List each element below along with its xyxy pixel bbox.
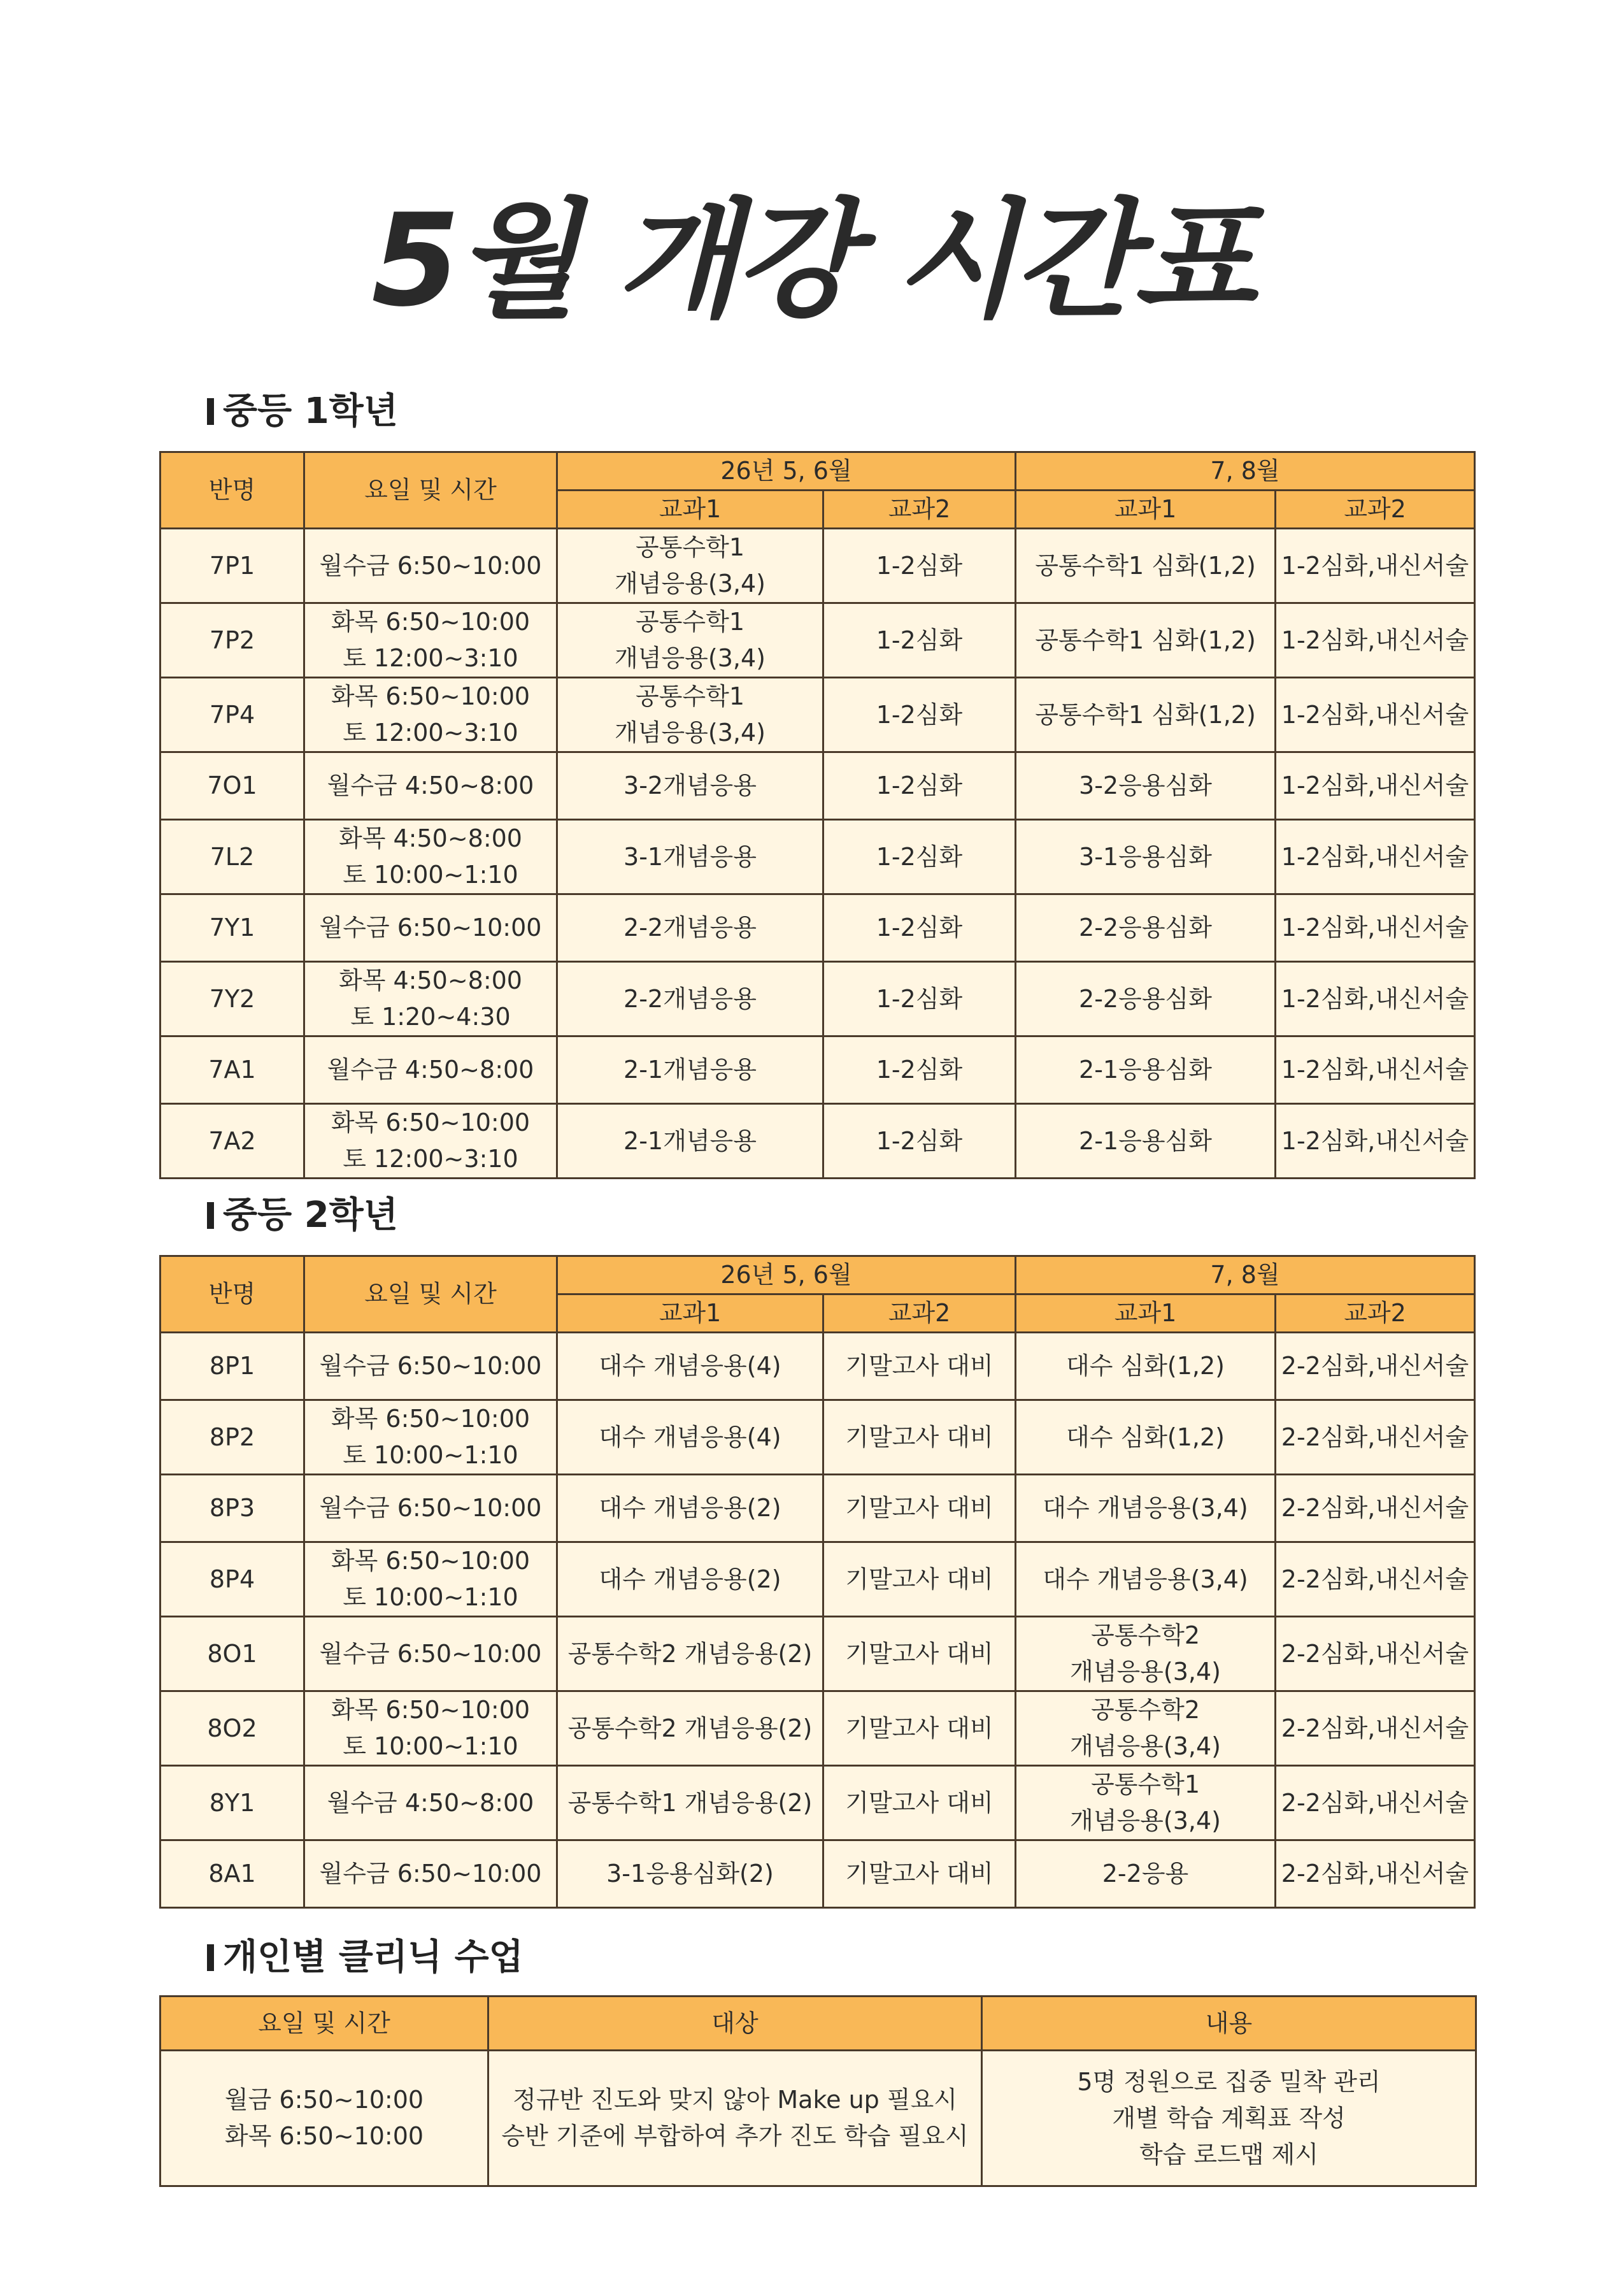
cell-text: 대수 심화(1,2) xyxy=(1066,1423,1225,1451)
clinic-time-cell xyxy=(160,2051,488,2186)
clinic-content-line: 학습 로드맵 제시 xyxy=(1139,2140,1319,2169)
cell-text: 기말고사 대비 xyxy=(845,1352,994,1380)
cell-text: 7O1 xyxy=(207,771,257,799)
cell-text: 7Y2 xyxy=(209,984,255,1013)
clinic-content-line: 5명 정원으로 집중 밀착 관리 xyxy=(1077,2067,1381,2096)
header-subject2: 교과2 xyxy=(823,1294,1016,1333)
cell-text: 2-1개념응용 xyxy=(623,1126,757,1155)
class-name-cell xyxy=(160,678,304,752)
time-cell xyxy=(304,1617,557,1691)
page-title: 5월 개강 시간표 xyxy=(371,187,1253,335)
clinic-time-line: 월금 6:50~10:00 xyxy=(224,2086,424,2114)
section-heading-grade1 xyxy=(207,391,398,432)
subject1-cell xyxy=(557,1333,823,1400)
bullet-bar-icon xyxy=(207,398,214,425)
subject3-cell xyxy=(1016,894,1276,962)
subject1-cell xyxy=(557,752,823,820)
cell-text: 8O2 xyxy=(207,1714,257,1742)
cell-text: 2-2심화,내신서술 xyxy=(1281,1860,1469,1888)
header-period1: 26년 5, 6월 xyxy=(557,452,1016,491)
subject2-cell xyxy=(823,1691,1016,1766)
cell-text: 1-2심화 xyxy=(876,842,963,871)
time-cell xyxy=(304,1840,557,1908)
table-row xyxy=(160,752,1475,820)
clinic-time-line: 화목 6:50~10:00 xyxy=(224,2122,424,2150)
cell-text: 1-2심화 xyxy=(876,1056,963,1084)
subject3-cell xyxy=(1016,529,1276,603)
cell-text: 3-1응용심화(2) xyxy=(606,1860,774,1888)
subject4-cell xyxy=(1276,1691,1475,1766)
subject4-cell xyxy=(1276,1840,1475,1908)
subject2-cell xyxy=(823,1400,1016,1475)
cell-text: 7L2 xyxy=(210,842,255,871)
cell-text: 화목 6:50~10:00 xyxy=(331,1696,531,1724)
table-row xyxy=(160,1542,1475,1617)
cell-text: 1-2심화,내신서술 xyxy=(1281,626,1469,654)
cell-text: 1-2심화 xyxy=(876,771,963,799)
cell-text: 화목 6:50~10:00 xyxy=(331,608,531,636)
time-cell xyxy=(304,1766,557,1840)
cell-text: 7P4 xyxy=(209,700,255,729)
subject2-cell xyxy=(823,603,1016,678)
table-row xyxy=(160,1400,1475,1475)
cell-text: 8P2 xyxy=(209,1423,255,1451)
schedule-table-grade2 xyxy=(159,1255,1476,1909)
cell-text: 월수금 4:50~8:00 xyxy=(327,771,534,799)
cell-text: 월수금 6:50~10:00 xyxy=(319,1639,542,1668)
time-cell xyxy=(304,603,557,678)
header-subject4: 교과2 xyxy=(1276,491,1475,529)
cell-text: 토 10:00~1:10 xyxy=(343,1732,518,1760)
cell-text: 2-2심화,내신서술 xyxy=(1281,1639,1469,1668)
cell-text: 3-1개념응용 xyxy=(623,842,757,871)
subject2-cell xyxy=(823,1475,1016,1542)
cell-text: 화목 6:50~10:00 xyxy=(331,682,531,710)
subject2-cell xyxy=(823,1542,1016,1617)
cell-text: 8Y1 xyxy=(209,1788,255,1817)
cell-text: 기말고사 대비 xyxy=(845,1423,994,1451)
cell-text: 2-2심화,내신서술 xyxy=(1281,1565,1469,1593)
section-heading-grade2 xyxy=(207,1194,398,1236)
cell-text: 대수 개념응용(2) xyxy=(599,1565,781,1593)
cell-text: 대수 심화(1,2) xyxy=(1066,1352,1225,1380)
time-cell xyxy=(304,1400,557,1475)
subject2-cell xyxy=(823,752,1016,820)
subject4-cell xyxy=(1276,820,1475,894)
header-subject3: 교과1 xyxy=(1016,1294,1276,1333)
class-name-cell xyxy=(160,752,304,820)
class-name-cell xyxy=(160,1691,304,1766)
cell-text: 공통수학1 xyxy=(635,533,744,561)
subject1-cell xyxy=(557,1104,823,1179)
cell-text: 개념응용(3,4) xyxy=(615,719,766,747)
subject1-cell xyxy=(557,529,823,603)
cell-text: 토 12:00~3:10 xyxy=(343,644,518,672)
time-cell xyxy=(304,894,557,962)
cell-text: 3-2응용심화 xyxy=(1079,771,1212,799)
subject1-cell xyxy=(557,1400,823,1475)
cell-text: 화목 6:50~10:00 xyxy=(331,1108,531,1136)
cell-text: 2-2응용심화 xyxy=(1079,984,1212,1013)
subject2-cell xyxy=(823,1840,1016,1908)
cell-text: 2-2심화,내신서술 xyxy=(1281,1494,1469,1522)
cell-text: 공통수학2 xyxy=(1090,1621,1200,1649)
time-cell xyxy=(304,1333,557,1400)
cell-text: 대수 개념응용(2) xyxy=(599,1494,781,1522)
subject3-cell xyxy=(1016,962,1276,1036)
subject3-cell xyxy=(1016,1400,1276,1475)
subject3-cell xyxy=(1016,752,1276,820)
cell-text: 공통수학1 심화(1,2) xyxy=(1035,551,1256,580)
clinic-content-cell xyxy=(982,2051,1476,2186)
subject3-cell xyxy=(1016,603,1276,678)
cell-text: 8O1 xyxy=(207,1639,257,1668)
table-row xyxy=(160,1691,1475,1766)
header-target: 대상 xyxy=(488,1997,982,2051)
cell-text: 기말고사 대비 xyxy=(845,1788,994,1817)
class-name-cell xyxy=(160,1766,304,1840)
cell-text: 7A2 xyxy=(208,1126,256,1155)
cell-text: 7A1 xyxy=(208,1056,256,1084)
subject1-cell xyxy=(557,1840,823,1908)
cell-text: 기말고사 대비 xyxy=(845,1714,994,1742)
table-row xyxy=(160,603,1475,678)
time-cell xyxy=(304,1036,557,1104)
cell-text: 2-2응용심화 xyxy=(1079,914,1212,942)
cell-text: 1-2심화,내신서술 xyxy=(1281,551,1469,580)
cell-text: 기말고사 대비 xyxy=(845,1860,994,1888)
class-name-cell xyxy=(160,1104,304,1179)
table-row xyxy=(160,1617,1475,1691)
cell-text: 1-2심화 xyxy=(876,700,963,729)
cell-text: 1-2심화,내신서술 xyxy=(1281,700,1469,729)
subject2-cell xyxy=(823,1036,1016,1104)
cell-text: 1-2심화,내신서술 xyxy=(1281,914,1469,942)
cell-text: 기말고사 대비 xyxy=(845,1565,994,1593)
clinic-content-line: 개별 학습 계획표 작성 xyxy=(1112,2104,1346,2132)
cell-text: 2-2심화,내신서술 xyxy=(1281,1423,1469,1451)
cell-text: 토 12:00~3:10 xyxy=(343,1145,518,1173)
table-row xyxy=(160,1475,1475,1542)
cell-text: 2-2응용 xyxy=(1102,1860,1189,1888)
bullet-bar-icon xyxy=(207,1944,214,1971)
cell-text: 공통수학1 심화(1,2) xyxy=(1035,700,1256,729)
cell-text: 1-2심화,내신서술 xyxy=(1281,771,1469,799)
clinic-table xyxy=(159,1995,1477,2187)
cell-text: 대수 개념응용(4) xyxy=(599,1352,781,1380)
table-row xyxy=(160,1104,1475,1179)
cell-text: 토 1:20~4:30 xyxy=(350,1003,511,1031)
time-cell xyxy=(304,1104,557,1179)
cell-text: 공통수학1 xyxy=(635,682,744,710)
cell-text: 2-1개념응용 xyxy=(623,1056,757,1084)
header-class: 반명 xyxy=(160,1256,304,1333)
subject1-cell xyxy=(557,1766,823,1840)
cell-text: 2-1응용심화 xyxy=(1079,1056,1212,1084)
cell-text: 공통수학2 개념응용(2) xyxy=(567,1639,813,1668)
subject2-cell xyxy=(823,820,1016,894)
class-name-cell xyxy=(160,529,304,603)
header-class: 반명 xyxy=(160,452,304,529)
clinic-target-cell xyxy=(488,2051,982,2186)
subject3-cell xyxy=(1016,820,1276,894)
class-name-cell xyxy=(160,1400,304,1475)
subject3-cell xyxy=(1016,1766,1276,1840)
subject2-cell xyxy=(823,894,1016,962)
subject4-cell xyxy=(1276,1104,1475,1179)
cell-text: 1-2심화 xyxy=(876,914,963,942)
cell-text: 대수 개념응용(3,4) xyxy=(1043,1494,1248,1522)
time-cell xyxy=(304,752,557,820)
cell-text: 2-2심화,내신서술 xyxy=(1281,1352,1469,1380)
subject3-cell xyxy=(1016,1333,1276,1400)
cell-text: 공통수학1 심화(1,2) xyxy=(1035,626,1256,654)
header-period1: 26년 5, 6월 xyxy=(557,1256,1016,1294)
time-cell xyxy=(304,820,557,894)
header-subject2: 교과2 xyxy=(823,491,1016,529)
subject2-cell xyxy=(823,1617,1016,1691)
subject1-cell xyxy=(557,1036,823,1104)
subject4-cell xyxy=(1276,1766,1475,1840)
cell-text: 공통수학1 xyxy=(635,608,744,636)
cell-text: 개념응용(3,4) xyxy=(1070,1732,1221,1760)
table-row xyxy=(160,820,1475,894)
subject4-cell xyxy=(1276,1036,1475,1104)
cell-text: 공통수학1 xyxy=(1090,1770,1200,1798)
bullet-bar-icon xyxy=(207,1202,214,1229)
section-heading-clinic xyxy=(207,1937,524,1978)
cell-text: 2-2개념응용 xyxy=(623,984,757,1013)
cell-text: 화목 6:50~10:00 xyxy=(331,1547,531,1575)
class-name-cell xyxy=(160,894,304,962)
table-row xyxy=(160,678,1475,752)
cell-text: 개념응용(3,4) xyxy=(615,570,766,598)
class-name-cell xyxy=(160,1840,304,1908)
header-time: 요일 및 시간 xyxy=(304,452,557,529)
header-time: 요일 및 시간 xyxy=(304,1256,557,1333)
subject2-cell xyxy=(823,1104,1016,1179)
schedule-table-grade1 xyxy=(159,451,1476,1179)
time-cell xyxy=(304,1691,557,1766)
cell-text: 1-2심화,내신서술 xyxy=(1281,1056,1469,1084)
subject3-cell xyxy=(1016,1617,1276,1691)
class-name-cell xyxy=(160,1475,304,1542)
cell-text: 월수금 6:50~10:00 xyxy=(319,1494,542,1522)
cell-text: 8P4 xyxy=(209,1565,255,1593)
cell-text: 월수금 6:50~10:00 xyxy=(319,1352,542,1380)
cell-text: 월수금 6:50~10:00 xyxy=(319,551,542,580)
subject3-cell xyxy=(1016,1475,1276,1542)
header-period2: 7, 8월 xyxy=(1016,452,1475,491)
cell-text: 월수금 4:50~8:00 xyxy=(327,1788,534,1817)
header-subject4: 교과2 xyxy=(1276,1294,1475,1333)
cell-text: 2-2심화,내신서술 xyxy=(1281,1714,1469,1742)
table-row xyxy=(160,529,1475,603)
cell-text: 공통수학1 개념응용(2) xyxy=(567,1788,813,1817)
cell-text: 토 10:00~1:10 xyxy=(343,861,518,889)
subject3-cell xyxy=(1016,1104,1276,1179)
subject4-cell xyxy=(1276,1542,1475,1617)
subject2-cell xyxy=(823,529,1016,603)
cell-text: 화목 4:50~8:00 xyxy=(338,824,522,852)
cell-text: 1-2심화,내신서술 xyxy=(1281,984,1469,1013)
time-cell xyxy=(304,1542,557,1617)
class-name-cell xyxy=(160,1542,304,1617)
cell-text: 1-2심화,내신서술 xyxy=(1281,1126,1469,1155)
header-subject1: 교과1 xyxy=(557,1294,823,1333)
cell-text: 공통수학2 xyxy=(1090,1696,1200,1724)
cell-text: 월수금 6:50~10:00 xyxy=(319,914,542,942)
cell-text: 1-2심화 xyxy=(876,1126,963,1155)
cell-text: 공통수학2 개념응용(2) xyxy=(567,1714,813,1742)
cell-text: 개념응용(3,4) xyxy=(615,644,766,672)
table-row xyxy=(160,1840,1475,1908)
header-subject1: 교과1 xyxy=(557,491,823,529)
subject4-cell xyxy=(1276,1475,1475,1542)
subject2-cell xyxy=(823,1333,1016,1400)
cell-text: 개념응용(3,4) xyxy=(1070,1658,1221,1686)
cell-text: 대수 개념응용(3,4) xyxy=(1043,1565,1248,1593)
subject2-cell xyxy=(823,1766,1016,1840)
cell-text: 1-2심화,내신서술 xyxy=(1281,842,1469,871)
cell-text: 3-1응용심화 xyxy=(1079,842,1212,871)
class-name-cell xyxy=(160,1333,304,1400)
header-period2: 7, 8월 xyxy=(1016,1256,1475,1294)
subject1-cell xyxy=(557,603,823,678)
cell-text: 화목 4:50~8:00 xyxy=(338,966,522,994)
subject3-cell xyxy=(1016,1840,1276,1908)
cell-text: 기말고사 대비 xyxy=(845,1494,994,1522)
subject4-cell xyxy=(1276,1400,1475,1475)
cell-text: 7P1 xyxy=(209,551,255,580)
table-row xyxy=(160,1333,1475,1400)
cell-text: 7P2 xyxy=(209,626,255,654)
subject3-cell xyxy=(1016,678,1276,752)
section-title: 중등 1학년 xyxy=(223,391,398,432)
subject1-cell xyxy=(557,894,823,962)
subject1-cell xyxy=(557,678,823,752)
cell-text: 화목 6:50~10:00 xyxy=(331,1405,531,1433)
subject4-cell xyxy=(1276,752,1475,820)
cell-text: 2-2개념응용 xyxy=(623,914,757,942)
table-row xyxy=(160,1036,1475,1104)
cell-text: 8P1 xyxy=(209,1352,255,1380)
cell-text: 대수 개념응용(4) xyxy=(599,1423,781,1451)
subject1-cell xyxy=(557,1617,823,1691)
subject1-cell xyxy=(557,962,823,1036)
subject3-cell xyxy=(1016,1691,1276,1766)
clinic-target-line: 승반 기준에 부합하여 추가 진도 학습 필요시 xyxy=(501,2122,969,2150)
subject1-cell xyxy=(557,1691,823,1766)
subject3-cell xyxy=(1016,1542,1276,1617)
subject3-cell xyxy=(1016,1036,1276,1104)
subject4-cell xyxy=(1276,678,1475,752)
section-title: 개인별 클리닉 수업 xyxy=(223,1937,524,1978)
table-row xyxy=(160,1766,1475,1840)
cell-text: 8A1 xyxy=(208,1860,256,1888)
subject4-cell xyxy=(1276,962,1475,1036)
time-cell xyxy=(304,962,557,1036)
cell-text: 2-2심화,내신서술 xyxy=(1281,1788,1469,1817)
cell-text: 1-2심화 xyxy=(876,984,963,1013)
class-name-cell xyxy=(160,1036,304,1104)
table-row xyxy=(160,894,1475,962)
class-name-cell xyxy=(160,962,304,1036)
class-name-cell xyxy=(160,603,304,678)
subject4-cell xyxy=(1276,894,1475,962)
cell-text: 2-1응용심화 xyxy=(1079,1126,1212,1155)
cell-text: 1-2심화 xyxy=(876,626,963,654)
cell-text: 3-2개념응용 xyxy=(623,771,757,799)
cell-text: 월수금 6:50~10:00 xyxy=(319,1860,542,1888)
header-time: 요일 및 시간 xyxy=(160,1997,488,2051)
cell-text: 개념응용(3,4) xyxy=(1070,1807,1221,1835)
header-content: 내용 xyxy=(982,1997,1476,2051)
subject4-cell xyxy=(1276,1617,1475,1691)
time-cell xyxy=(304,678,557,752)
section-title: 중등 2학년 xyxy=(223,1194,398,1236)
cell-text: 토 12:00~3:10 xyxy=(343,719,518,747)
clinic-target-line: 정규반 진도와 맞지 않아 Make up 필요시 xyxy=(513,2086,957,2114)
time-cell xyxy=(304,1475,557,1542)
cell-text: 토 10:00~1:10 xyxy=(343,1441,518,1469)
cell-text: 기말고사 대비 xyxy=(845,1639,994,1668)
time-cell xyxy=(304,529,557,603)
cell-text: 월수금 4:50~8:00 xyxy=(327,1056,534,1084)
class-name-cell xyxy=(160,1617,304,1691)
subject2-cell xyxy=(823,962,1016,1036)
cell-text: 토 10:00~1:10 xyxy=(343,1583,518,1611)
subject1-cell xyxy=(557,820,823,894)
cell-text: 1-2심화 xyxy=(876,551,963,580)
subject4-cell xyxy=(1276,603,1475,678)
subject4-cell xyxy=(1276,1333,1475,1400)
subject1-cell xyxy=(557,1542,823,1617)
cell-text: 7Y1 xyxy=(209,914,255,942)
cell-text: 8P3 xyxy=(209,1494,255,1522)
table-row xyxy=(160,962,1475,1036)
subject2-cell xyxy=(823,678,1016,752)
subject4-cell xyxy=(1276,529,1475,603)
header-subject3: 교과1 xyxy=(1016,491,1276,529)
class-name-cell xyxy=(160,820,304,894)
subject1-cell xyxy=(557,1475,823,1542)
